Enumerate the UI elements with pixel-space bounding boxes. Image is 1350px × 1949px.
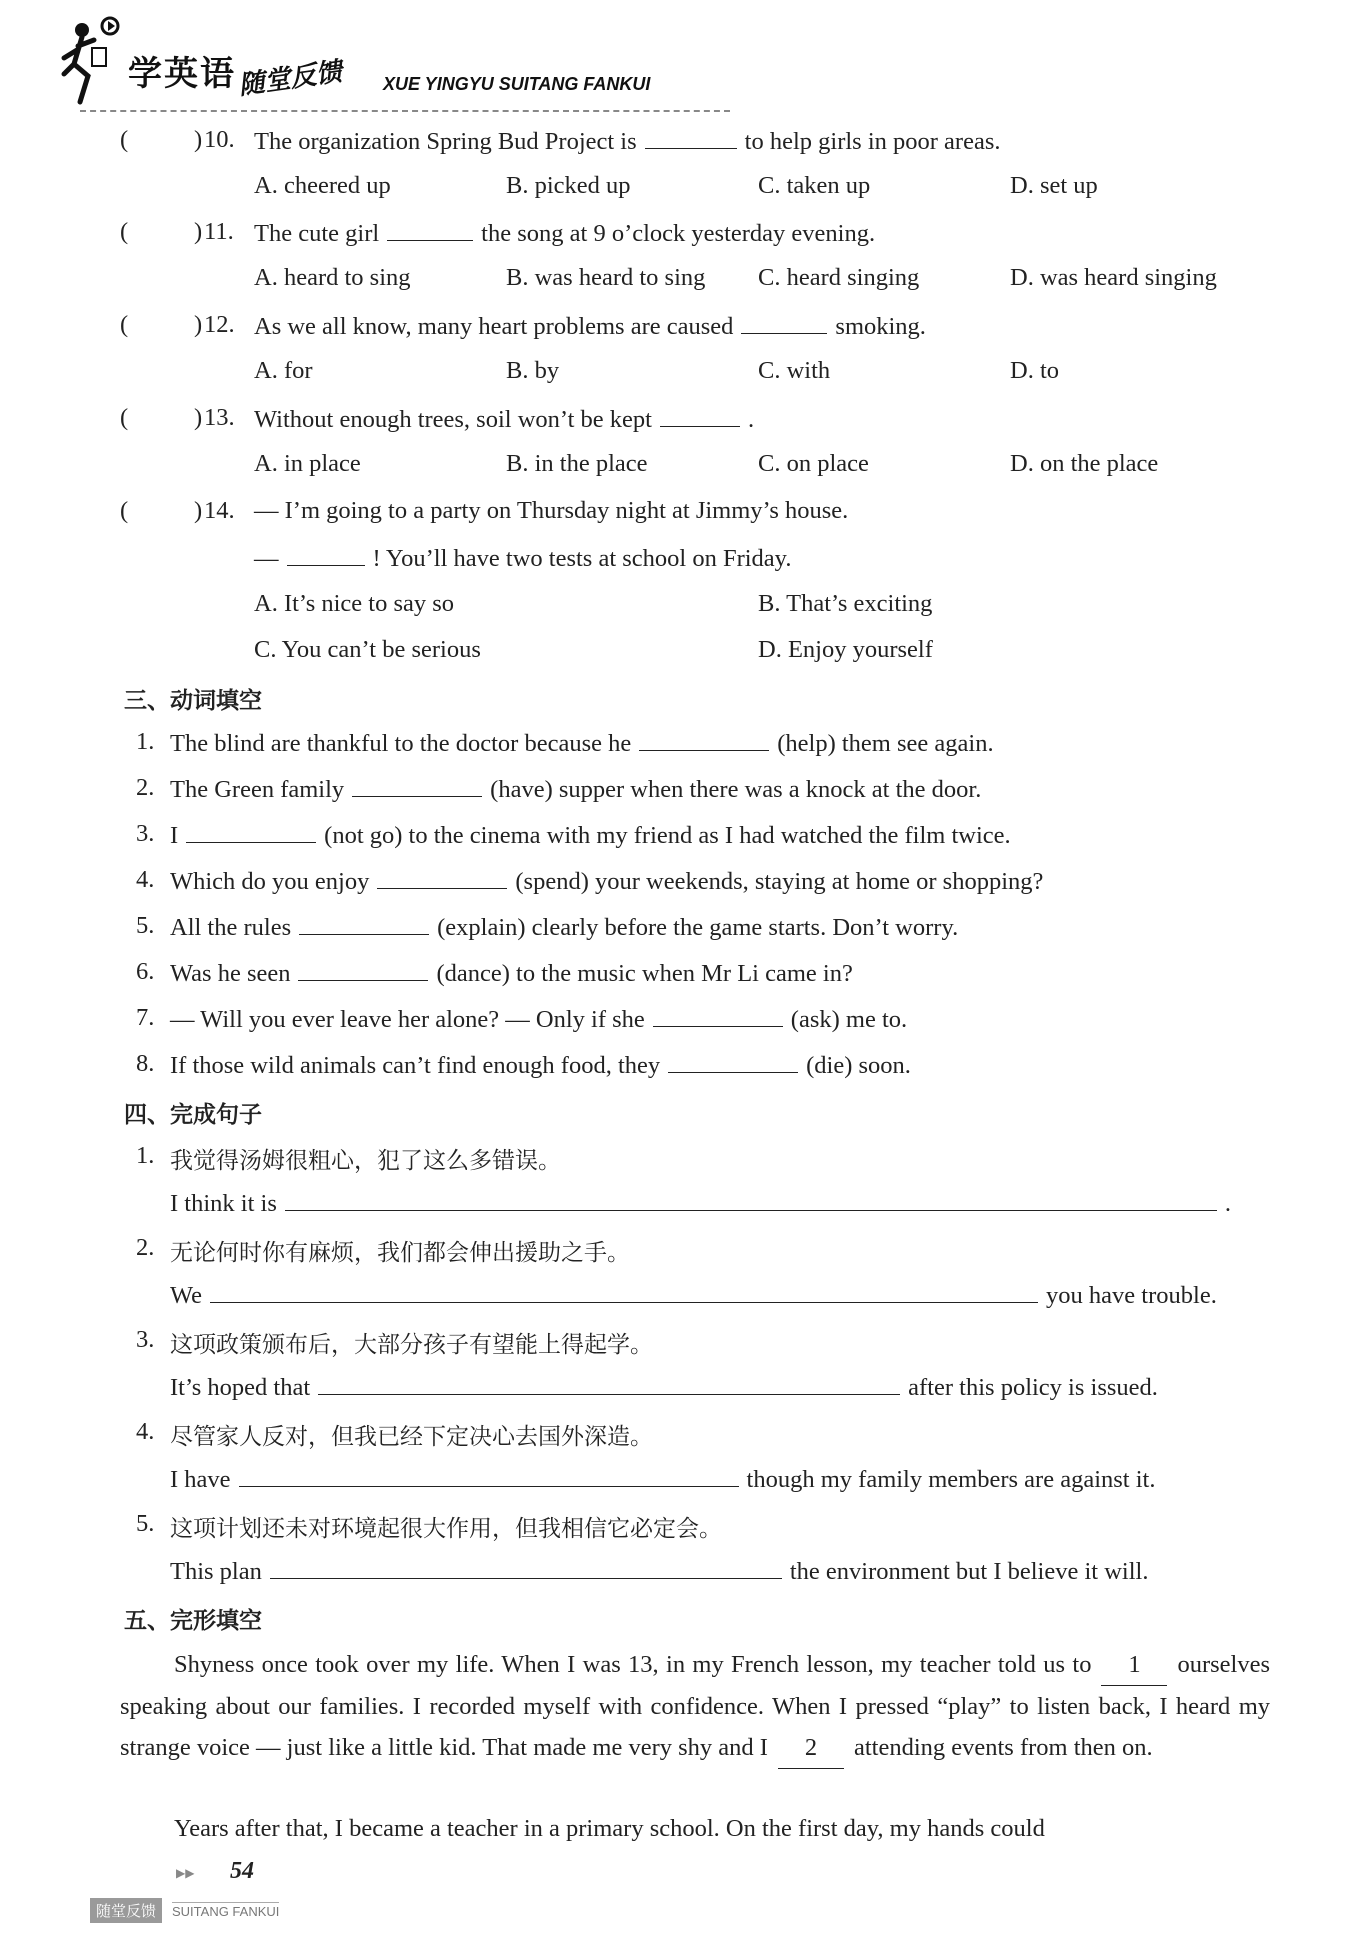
option-a: A. heard to sing: [254, 264, 411, 291]
section-3-title: 三、动词填空: [124, 688, 262, 714]
item-text-end: (not go) to the cinema with my friend as I had watched the film twice.: [324, 822, 1011, 849]
answer-blank[interactable]: [741, 311, 827, 334]
option-d: D. on the place: [1010, 450, 1159, 477]
answer-blank[interactable]: [645, 126, 737, 149]
sentence-start: I have: [170, 1466, 231, 1493]
question-number: 14.: [204, 497, 235, 524]
item-number: 5.: [136, 912, 155, 939]
option-b: B. was heard to sing: [506, 264, 706, 291]
item-text: Which do you enjoy: [170, 868, 370, 895]
question-stem: As we all know, many heart problems are caused: [254, 313, 734, 340]
item-number: 6.: [136, 958, 155, 985]
item-number: 8.: [136, 1050, 155, 1077]
answer-line[interactable]: [270, 1556, 782, 1579]
page-footer: [90, 1858, 390, 1928]
option-c: C. heard singing: [758, 264, 920, 291]
item-number: 4.: [136, 1418, 155, 1445]
answer-blank[interactable]: [298, 958, 428, 981]
answer-line[interactable]: [239, 1464, 739, 1487]
question-stem: The cute girl: [254, 220, 380, 247]
option-a: A. cheered up: [254, 172, 391, 199]
answer-blank[interactable]: [639, 728, 769, 751]
header-divider: [80, 110, 730, 112]
option-a: A. for: [254, 357, 313, 384]
item-number: 3.: [136, 1326, 155, 1353]
option-c: C. with: [758, 357, 831, 384]
sentence-start: This plan: [170, 1558, 262, 1585]
question-number: 10.: [204, 126, 235, 153]
item-number: 7.: [136, 1004, 155, 1031]
question-stem: The organization Spring Bud Project is: [254, 128, 637, 155]
cloze-text: Shyness once took over my life. When I was 13, in my French lesson, my teacher told us to: [174, 1651, 1092, 1678]
chinese-prompt: 我觉得汤姆很粗心，犯了这么多错误。: [170, 1148, 561, 1174]
question-stem-end: ! You’ll have two tests at school on Friday.: [372, 545, 792, 572]
chinese-prompt: 这项计划还未对环境起很大作用，但我相信它必定会。: [170, 1516, 722, 1542]
item-text-end: (help) them see again.: [777, 730, 994, 757]
answer-paren-open: (: [120, 404, 129, 431]
answer-paren-open: (: [120, 126, 129, 153]
answer-blank[interactable]: [668, 1050, 798, 1073]
sentence-end: you have trouble.: [1046, 1282, 1217, 1309]
item-number: 5.: [136, 1510, 155, 1537]
option-a: A. It’s nice to say so: [254, 590, 455, 617]
answer-line[interactable]: [285, 1188, 1217, 1211]
answer-paren-close: ): [194, 311, 203, 338]
sentence-start: We: [170, 1282, 203, 1309]
answer-paren-open: (: [120, 497, 129, 524]
chinese-prompt: 尽管家人反对，但我已经下定决心去国外深造。: [170, 1424, 653, 1450]
question-stem-end: the song at 9 o’clock yesterday evening.: [481, 220, 876, 247]
item-text-end: (have) supper when there was a knock at the door.: [490, 776, 982, 803]
answer-paren-close: ): [194, 497, 203, 524]
option-b: B. That’s exciting: [758, 590, 933, 617]
option-c: C. You can’t be serious: [254, 636, 481, 663]
option-d: D. Enjoy yourself: [758, 636, 933, 663]
question-stem: — I’m going to a party on Thursday night at Jimmy’s house.: [254, 497, 849, 524]
header-subtitle-cn: 随堂反馈: [236, 56, 344, 102]
item-text: The Green family: [170, 776, 345, 803]
answer-blank[interactable]: [287, 543, 365, 566]
option-d: D. set up: [1010, 172, 1098, 199]
item-number: 1.: [136, 1142, 155, 1169]
item-text: All the rules: [170, 914, 292, 941]
page-header: [60, 14, 1300, 114]
item-number: 2.: [136, 1234, 155, 1261]
cloze-text: Years after that, I became a teacher in a primary school. On the first day, my hands could: [174, 1815, 1045, 1842]
item-text: Was he seen: [170, 960, 291, 987]
question-number: 12.: [204, 311, 235, 338]
question-stem-end: smoking.: [835, 313, 926, 340]
cloze-blank-2[interactable]: 2: [778, 1727, 844, 1769]
answer-paren-close: ): [194, 404, 203, 431]
footer-label-en: SUITANG FANKUI: [172, 1904, 280, 1919]
item-text-end: (spend) your weekends, staying at home or shopping?: [515, 868, 1044, 895]
option-c: C. taken up: [758, 172, 871, 199]
question-number: 11.: [204, 218, 234, 245]
answer-paren-open: (: [120, 218, 129, 245]
sentence-end: .: [1224, 1190, 1231, 1217]
option-b: B. picked up: [506, 172, 631, 199]
question-stem-end: to help girls in poor areas.: [744, 128, 1001, 155]
cloze-blank-1[interactable]: 1: [1101, 1644, 1167, 1686]
chinese-prompt: 无论何时你有麻烦，我们都会伸出援助之手。: [170, 1240, 630, 1266]
option-c: C. on place: [758, 450, 869, 477]
section-4-title: 四、完成句子: [124, 1102, 262, 1128]
sentence-start: I think it is: [170, 1190, 277, 1217]
header-title-cn: 学英语: [128, 54, 236, 94]
cloze-paragraph-1: [120, 1644, 1270, 1769]
item-text: If those wild animals can’t find enough food, they: [170, 1052, 661, 1079]
answer-blank[interactable]: [660, 404, 740, 427]
item-text: The blind are thankful to the doctor because he: [170, 730, 632, 757]
chinese-prompt: 这项政策颁布后，大部分孩子有望能上得起学。: [170, 1332, 653, 1358]
option-b: B. in the place: [506, 450, 648, 477]
item-number: 4.: [136, 866, 155, 893]
option-d: D. to: [1010, 357, 1059, 384]
question-number: 13.: [204, 404, 235, 431]
arrow-icon: ▶▶: [176, 1866, 195, 1880]
answer-line[interactable]: [210, 1280, 1038, 1303]
page-number: 54: [230, 1858, 254, 1884]
answer-paren-close: ): [194, 126, 203, 153]
item-text: — Will you ever leave her alone? — Only if she: [170, 1006, 645, 1033]
answer-blank[interactable]: [377, 866, 507, 889]
runner-logo-icon: [60, 14, 130, 109]
cloze-text: attending events from then on.: [853, 1734, 1153, 1761]
option-a: A. in place: [254, 450, 361, 477]
item-number: 3.: [136, 820, 155, 847]
answer-paren-open: (: [120, 311, 129, 338]
sentence-end: the environment but I believe it will.: [789, 1558, 1149, 1585]
question-stem: Without enough trees, soil won’t be kept: [254, 406, 652, 433]
answer-blank[interactable]: [299, 912, 429, 935]
question-stem-end: .: [747, 406, 755, 433]
section-5-title: 五、完形填空: [124, 1608, 262, 1634]
answer-blank[interactable]: [387, 218, 473, 241]
item-text-end: (ask) me to.: [790, 1006, 908, 1033]
footer-label-cn: 随堂反馈: [90, 1898, 162, 1923]
header-subtitle-en: XUE YINGYU SUITANG FANKUI: [383, 74, 651, 94]
answer-paren-close: ): [194, 218, 203, 245]
answer-blank[interactable]: [653, 1004, 783, 1027]
option-d: D. was heard singing: [1010, 264, 1217, 291]
item-text-end: (explain) clearly before the game starts. Don’t worry.: [437, 914, 959, 941]
item-number: 1.: [136, 728, 155, 755]
answer-line[interactable]: [318, 1372, 900, 1395]
sentence-end: though my family members are against it.: [746, 1466, 1156, 1493]
answer-blank[interactable]: [186, 820, 316, 843]
dialogue-dash: —: [254, 545, 279, 572]
answer-blank[interactable]: [352, 774, 482, 797]
cloze-paragraph-2: [120, 1808, 1270, 1849]
item-text: I: [170, 822, 179, 849]
sentence-end: after this policy is issued.: [908, 1374, 1158, 1401]
option-b: B. by: [506, 357, 560, 384]
cloze-text: ourselves speaking about our families. I recorded myself with confidence. When I pressed “play” to listen back, I heard my strange voice — just like a little kid. That made me very shy and I: [120, 1651, 1270, 1761]
item-number: 2.: [136, 774, 155, 801]
sentence-start: It’s hoped that: [170, 1374, 311, 1401]
item-text-end: (die) soon.: [806, 1052, 911, 1079]
item-text-end: (dance) to the music when Mr Li came in?: [436, 960, 853, 987]
